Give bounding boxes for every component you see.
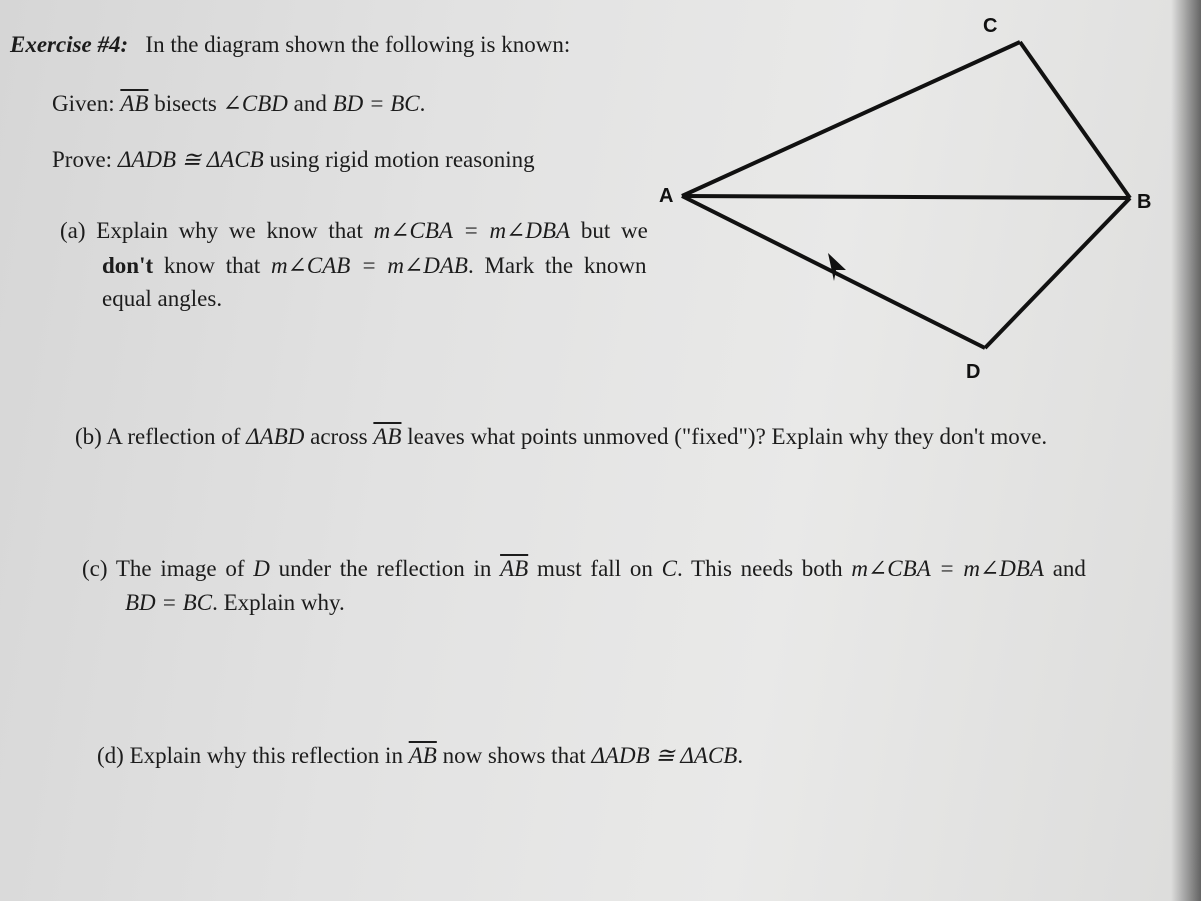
part-c-eq: m∠CBA = m∠DBA <box>851 556 1044 581</box>
part-d-tag: (d) Explain why this reflection in <box>97 743 403 768</box>
part-d-segment: $\overline{AB}$ <box>408 743 437 768</box>
prove-statement: ΔADB ≅ ΔACB <box>117 147 264 172</box>
given-verb: bisects <box>154 91 217 116</box>
prove-method: using rigid motion reasoning <box>269 147 535 172</box>
exercise-heading-line <box>10 32 570 58</box>
given-segment: $\overline{AB}$ <box>120 91 149 116</box>
exercise-heading: Exercise #4: <box>10 32 129 57</box>
part-b-triangle: ΔABD <box>246 424 305 449</box>
part-d-end: . <box>737 743 744 768</box>
part-a-line3: equal angles. <box>102 286 223 311</box>
given-end: . <box>419 91 426 116</box>
part-a-line-2 <box>102 253 646 279</box>
part-c-c: C <box>661 556 677 581</box>
point-label-b: B <box>1137 191 1152 213</box>
prove-label: Prove: <box>52 147 113 172</box>
point-label-c: C <box>983 15 998 37</box>
given-label: Given: <box>52 91 115 116</box>
given-angle: ∠CBD <box>222 91 288 116</box>
part-b-across: across <box>310 424 368 449</box>
segment-bd <box>985 198 1130 348</box>
part-a-eq2: m∠CAB = m∠DAB <box>271 253 468 278</box>
part-c-and: and <box>1052 556 1086 581</box>
part-c-tag: (c) The image of <box>82 556 245 581</box>
part-a-tag: (a) Explain why we know that <box>60 218 363 243</box>
segment-ab <box>682 196 1130 198</box>
part-a-line-3 <box>102 286 222 312</box>
part-a-but-we: but we <box>580 218 648 243</box>
part-c-fall: must fall on <box>536 556 653 581</box>
given-and: and <box>293 91 327 116</box>
part-b-line <box>75 424 1047 450</box>
part-c-segment: $\overline{AB}$ <box>500 556 529 581</box>
segment-cb <box>1020 42 1130 198</box>
part-a-eq1: m∠CBA = m∠DBA <box>373 218 571 243</box>
part-d-statement: ΔADB ≅ ΔACB <box>591 743 738 768</box>
given-line <box>52 91 425 117</box>
part-a-mark: . Mark the known <box>467 253 647 278</box>
part-b-tag: (b) A reflection of <box>75 424 241 449</box>
point-label-a: A <box>659 185 674 207</box>
prove-line <box>52 147 535 173</box>
segment-ac <box>682 42 1020 196</box>
part-d-shows: now shows that <box>442 743 586 768</box>
part-a-line-1 <box>60 218 648 244</box>
given-equation: BD = BC <box>332 91 420 116</box>
part-c-line-2 <box>125 590 345 616</box>
part-a-know-that: know that <box>163 253 261 278</box>
part-b-rest: leaves what points unmoved ("fixed")? Explain why they don't move. <box>407 424 1048 449</box>
part-d-line <box>97 743 743 769</box>
point-label-d: D <box>966 361 981 383</box>
exercise-intro: In the diagram shown the following is known: <box>145 32 571 57</box>
part-c-needs: . This needs both <box>676 556 843 581</box>
part-c-line-1 <box>82 556 1086 582</box>
part-c-d: D <box>253 556 270 581</box>
part-c-eq2: BD = BC <box>125 590 213 615</box>
part-b-segment: $\overline{AB}$ <box>373 424 402 449</box>
part-c-explain: . Explain why. <box>212 590 345 615</box>
part-c-under: under the reflection in <box>278 556 492 581</box>
part-a-dont: don't <box>102 253 154 278</box>
